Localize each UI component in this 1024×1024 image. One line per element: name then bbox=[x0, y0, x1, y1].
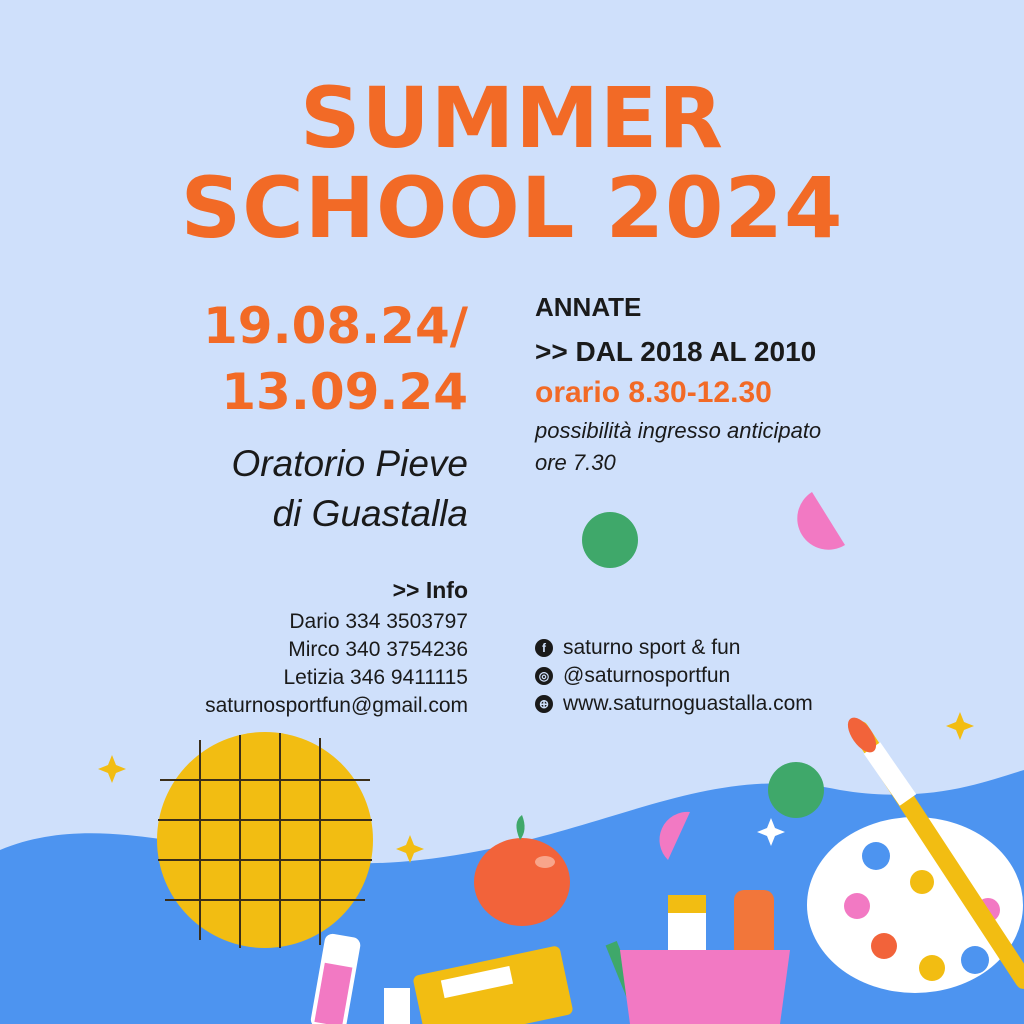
end-date: 13.09.24 bbox=[221, 363, 468, 421]
instagram-icon: ◎ bbox=[535, 667, 553, 685]
facebook-label: saturno sport & fun bbox=[563, 636, 741, 659]
annate-label: ANNATE bbox=[535, 292, 642, 322]
sparkle-icon bbox=[396, 835, 424, 863]
facebook-icon: f bbox=[535, 639, 553, 657]
apple-icon bbox=[474, 815, 570, 926]
sparkle-icon bbox=[946, 712, 974, 740]
instagram-label: @saturnosportfun bbox=[563, 664, 731, 687]
title-line-1: SUMMER bbox=[300, 69, 724, 167]
pink-half-circle bbox=[797, 492, 845, 550]
title-line-2: SCHOOL 2024 bbox=[180, 159, 844, 257]
contact-email[interactable]: saturnosportfun@gmail.com bbox=[205, 694, 468, 717]
years-range: >> DAL 2018 AL 2010 bbox=[535, 336, 817, 367]
early-entry-line-1: possibilità ingresso anticipato bbox=[535, 418, 822, 443]
green-dot bbox=[582, 512, 638, 568]
early-entry-line-2: ore 7.30 bbox=[535, 450, 616, 475]
start-date: 19.08.24/ bbox=[203, 297, 468, 355]
sparkle-icon bbox=[98, 755, 126, 783]
contact-dario: Dario 334 3503797 bbox=[289, 610, 468, 633]
test-tube-2-icon bbox=[384, 988, 410, 1024]
venue-line-2: di Guastalla bbox=[272, 493, 468, 534]
green-ball bbox=[768, 762, 824, 818]
contact-mirco: Mirco 340 3754236 bbox=[288, 638, 468, 661]
globe-icon: ⊕ bbox=[535, 695, 553, 713]
website-label: www.saturnoguastalla.com bbox=[563, 692, 813, 715]
globe-grid-icon bbox=[157, 732, 373, 948]
schedule-hours: orario 8.30-12.30 bbox=[535, 376, 772, 409]
paint-palette-icon bbox=[807, 817, 1023, 993]
venue-line-1: Oratorio Pieve bbox=[231, 443, 468, 484]
info-heading: >> Info bbox=[392, 577, 468, 603]
contact-letizia: Letizia 346 9411115 bbox=[283, 666, 468, 689]
